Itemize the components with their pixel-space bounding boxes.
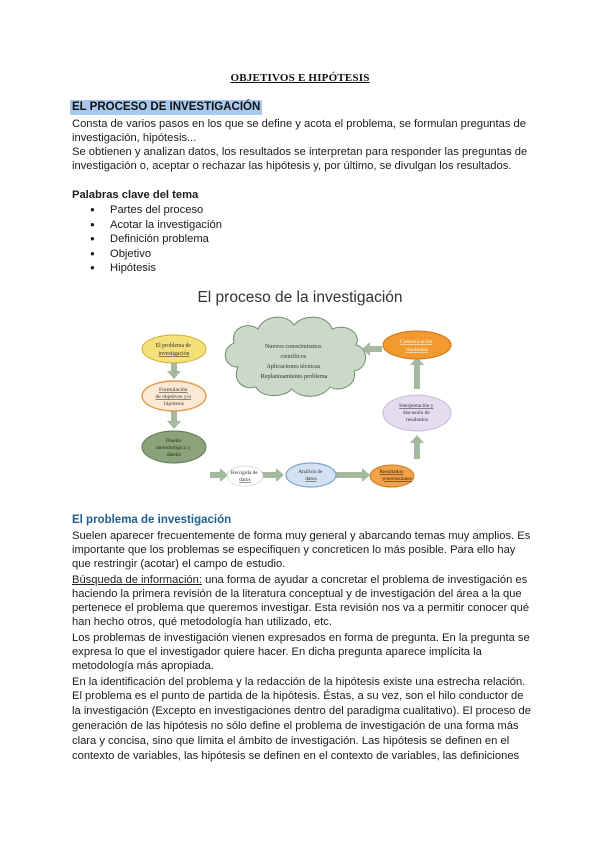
keyword-item: ● Definición problema (90, 232, 222, 247)
process-diagram (134, 283, 466, 498)
paragraph-line: metodología más apropiada. (72, 660, 214, 672)
node-label: investigación (158, 351, 190, 357)
node-label: de objetivos y/o (155, 394, 192, 400)
paragraph-line-busqueda (72, 573, 527, 587)
paragraph-line: clara y concisa, sino que limita el ámbito de investigación. Las hipótesis se definen en el (72, 735, 510, 747)
paragraph-line: generación de las hipótesis no sólo define el problema de investigación de una forma más (72, 720, 519, 732)
cloud-line: Replanteamiento problema (260, 373, 328, 380)
node-diseno (142, 431, 206, 463)
keywords-heading: Palabras clave del tema (72, 189, 199, 201)
node-problema (142, 335, 206, 363)
node-label: resultados (406, 417, 428, 423)
node-resultados (370, 465, 414, 487)
keyword-item: ● Partes del proceso (90, 203, 222, 218)
keyword-item: ● Hipótesis (90, 261, 222, 276)
node-hipotesis (142, 381, 206, 411)
busqueda-label: Búsqueda de información: (72, 574, 202, 586)
node-label: diseño (166, 452, 182, 458)
node-label: Comunicación (399, 339, 433, 345)
paragraph-line: Los problemas de investigación vienen expresados en forma de pregunta. En la pregunta se (72, 632, 530, 644)
paragraph-line: expresa lo que el investigador quiere hacer. En dicha pregunta aparece implícita la (72, 646, 482, 658)
paragraph-line: Suelen aparecer frecuentemente de forma muy general y abarcando temas muy amplios. Es (72, 530, 531, 542)
keyword-item: ● Acotar la investigación (90, 218, 222, 233)
keywords-list (90, 203, 222, 276)
cloud-line: Aplicaciones técnicas (266, 363, 321, 370)
node-label: datos (239, 477, 251, 483)
paragraph-line: investigación o, aceptar o rechazar las hipótesis y, por último, se divulgan los resultados. (72, 160, 512, 172)
paragraph-line: En la identificación del problema y la redacción de la hipótesis existe una estrecha relación. (72, 676, 526, 688)
paragraph-line: han hecho otros, qué metodología han utilizado, etc. (72, 616, 332, 628)
paragraph-line: Consta de varios pasos en los que se define y acota el problema, se formulan preguntas de (72, 118, 526, 130)
node-label: Resultados (379, 469, 404, 475)
node-label: datos (305, 476, 317, 482)
node-label: resultados (405, 347, 429, 353)
paragraph-line: que restringir (acotar) el campo de estudio. (72, 558, 286, 570)
node-label: Análisis de (298, 469, 323, 475)
node-label: conclusiones (384, 476, 412, 482)
node-label: y (381, 476, 385, 482)
diagram-title: El proceso de la investigación (197, 289, 403, 306)
node-interpretacion (383, 395, 451, 431)
cloud-line: científicos (280, 353, 307, 360)
node-label: El problema de (155, 343, 191, 349)
paragraph-line: El problema es el punto de partida de la hipótesis. Éstas, a su vez, son el hilo conductor de (72, 690, 524, 702)
busqueda-text: una forma de ayudar a concretar el problema de investigación es (201, 574, 528, 586)
node-analisis (286, 463, 336, 487)
section-heading-problema: El problema de investigación (72, 514, 232, 526)
paragraph-line: investigación, hipótesis... (72, 132, 197, 144)
node-label: Diseño (165, 438, 182, 444)
cloud-line: Nuevos conocimientos (264, 343, 322, 350)
paragraph-line: Se obtienen y analizan datos, los resultados se interpretan para responder las preguntas de (72, 146, 528, 158)
node-comunicacion (383, 331, 451, 359)
section-heading-proceso: EL PROCESO DE INVESTIGACIÓN (72, 101, 261, 113)
paragraph-line: la investigación (Excepto en investigaciones dentro del paradigma cualitativo). El proceso de (72, 705, 531, 717)
paragraph-line: haciendo la primera revisión de la literatura conceptual y de investigación del área a la que (72, 588, 522, 600)
node-label: hipótesis (164, 401, 184, 407)
node-label: metodológico y (155, 445, 191, 451)
node-label: Formulación (159, 387, 188, 393)
document-title: OBJETIVOS E HIPÓTESIS (230, 72, 370, 84)
paragraph-line: pertenece el problema que queremos investigar. Esta revisión nos va a permitir conocer qué (72, 602, 530, 614)
node-recogida (227, 466, 263, 486)
node-label: Recogida de (230, 470, 258, 476)
paragraph-line: contexto de variables, las hipótesis se definen en el contexto de variables, las definiciones (72, 750, 520, 762)
paragraph-line: importante que los problemas se especifiquen y concreticen lo más posible. Para ello hay (72, 544, 516, 556)
node-label: discusión de (402, 410, 430, 416)
node-label: Interpretación y (399, 403, 434, 409)
keyword-item: ● Objetivo (90, 247, 222, 262)
